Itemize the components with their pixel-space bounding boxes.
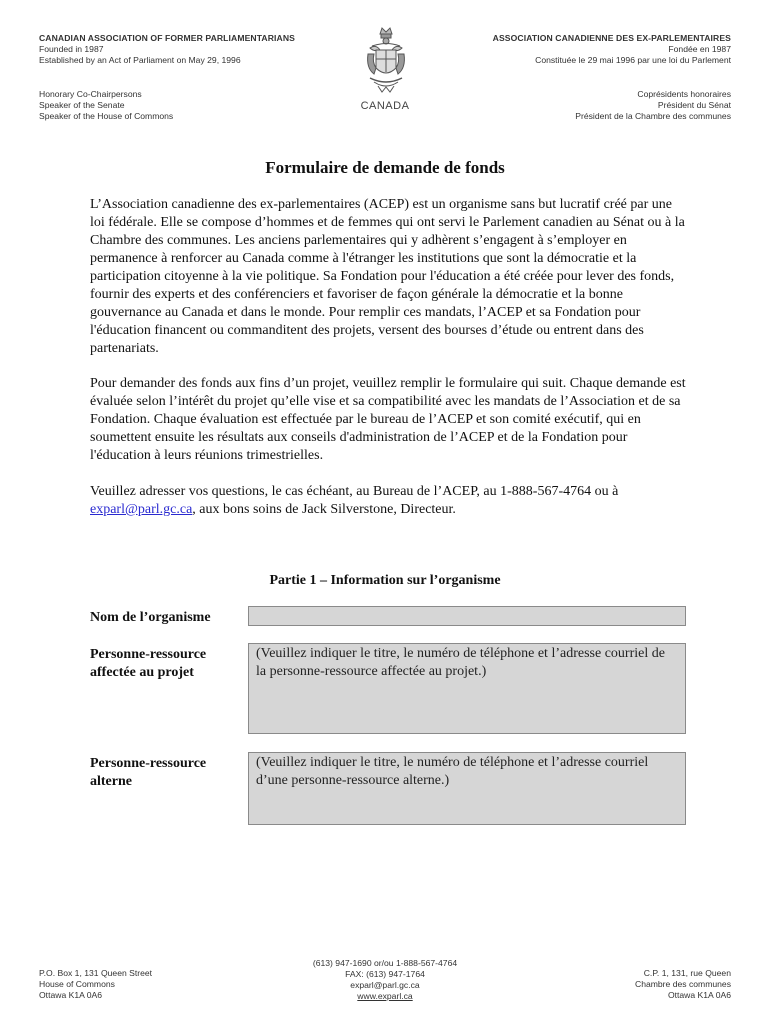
org-name-label: Nom de l’organisme — [90, 610, 211, 625]
honorary-left-line: Speaker of the Senate — [39, 100, 125, 110]
honorary-right-block — [575, 89, 731, 122]
header-org-name-en: CANADIAN ASSOCIATION OF FORMER PARLIAMENTARIANS — [39, 33, 295, 43]
coat-of-arms-icon — [362, 24, 410, 96]
footer-line: Ottawa K1A 0A6 — [39, 990, 103, 1000]
footer-line: P.O. Box 1, 131 Queen Street — [39, 968, 153, 978]
country-label: CANADA — [360, 100, 410, 112]
footer-line: Chambre des communes — [634, 979, 731, 989]
header-founded-fr: Fondée en 1987 — [668, 44, 731, 54]
header-org-name-fr: ASSOCIATION CANADIENNE DES EX-PARLEMENTAIRES — [492, 33, 731, 43]
honorary-right-line: Président de la Chambre des communes — [575, 111, 731, 121]
honorary-left-block — [39, 89, 173, 122]
project-contact-field[interactable]: (Veuillez indiquer le titre, le numéro de téléphone et l’adresse courriel de la personne-ressource affectée au projet.) — [248, 643, 686, 734]
header-established-en: Established by an Act of Parliament on May 29, 1996 — [39, 55, 241, 65]
footer-address-fr — [635, 968, 731, 1001]
honorary-right-line: Coprésidents honoraires — [637, 89, 731, 99]
alternate-contact-label: Personne-ressource alterne — [90, 756, 207, 789]
honorary-left-line: Honorary Co-Chairpersons — [39, 89, 142, 99]
header-established-fr: Constituée le 29 mai 1996 par une loi du Parlement — [535, 55, 731, 65]
intro-paragraph: L’Association canadienne des ex-parlementaires (ACEP) est un organisme sans but lucratif créé par une loi fédérale. Elle se compose d’hommes et de femmes qui ont servi le Parlement canadien au Sénat ou à la Chambre des communes. Les anciens parlementaires qui y adhèrent s’engagent à s’employer en permanence à renforcer au Canada comme à l'étranger les institutions que sont la démocratie et la participation citoyenne à la vie politique. Sa Fondation pour l'éducation a été créée pour lever des fonds, fournir des experts et des conférenciers et favoriser de façon générale la démocratie et la bonne gouvernance au Canada et dans le monde. Pour remplir ces mandats, l’ACEP et sa Fondation pour l'éducation financent ou commanditent des projets, versent des bourses d’étude ou entrent dans des partenariats. — [90, 197, 685, 356]
honorary-left-line: Speaker of the House of Commons — [39, 111, 174, 121]
footer-phone: (613) 947-1690 or/ou 1-888-567-4764 — [312, 958, 458, 968]
honorary-right-line: Président du Sénat — [657, 100, 731, 110]
header-right-block — [493, 33, 731, 66]
contact-paragraph — [90, 483, 690, 519]
contact-text-after: , aux bons soins de Jack Silverstone, Directeur. — [192, 502, 456, 517]
project-contact-label: Personne-ressource affectée au projet — [90, 647, 207, 680]
footer-fax: FAX: (613) 947-1764 — [345, 969, 425, 979]
section-heading: Partie 1 – Information sur l’organisme — [269, 573, 501, 588]
org-name-field[interactable] — [248, 606, 686, 626]
contact-text-before: Veuillez adresser vos questions, le cas échéant, au Bureau de l’ACEP, au 1-888-567-4764 ou à — [90, 484, 619, 499]
footer-website-link[interactable]: www.exparl.ca — [357, 991, 413, 1001]
email-link[interactable]: exparl@parl.gc.ca — [90, 502, 193, 517]
footer-line: C.P. 1, 131, rue Queen — [643, 968, 731, 978]
footer-line: Ottawa K1A 0A6 — [667, 990, 731, 1000]
process-paragraph: Pour demander des fonds aux fins d’un projet, veuillez remplir le formulaire qui suit. Chaque demande est évaluée selon l’intérêt du projet qu’elle vise et sa compatibilité avec les mandats de l’Association et de sa Fondation. Chaque évaluation est effectuée par le bureau de l’ACEP et son comité exécutif, qui en soumettent ensuite les résultats aux conseils d'administration de l’ACEP et de la Fondation pour l'éducation à leurs réunions trimestrielles. — [90, 376, 686, 463]
header-founded-en: Founded in 1987 — [39, 44, 104, 54]
footer-email[interactable]: exparl@parl.gc.ca — [350, 980, 420, 990]
header-left-block — [39, 33, 295, 66]
footer-line: House of Commons — [39, 979, 115, 989]
alternate-contact-field[interactable]: (Veuillez indiquer le titre, le numéro de téléphone et l’adresse courriel d’une personne-ressource alterne.) — [248, 752, 686, 825]
page-title: Formulaire de demande de fonds — [265, 158, 505, 177]
